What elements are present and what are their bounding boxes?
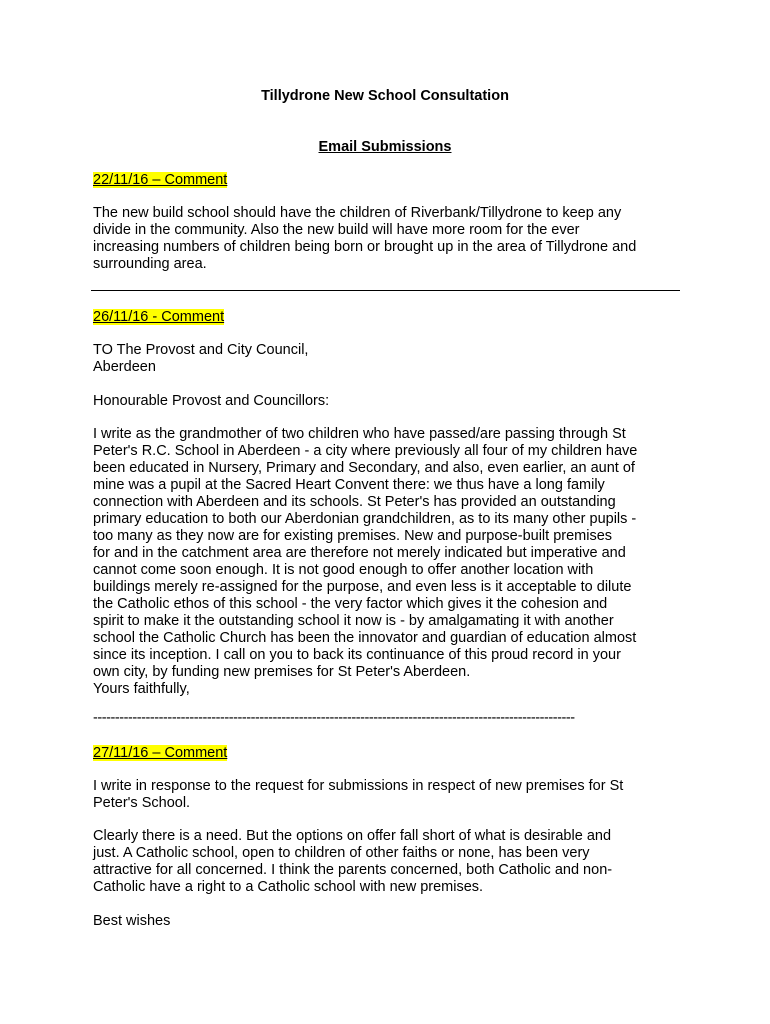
submission-1-heading [93,171,227,189]
submission-2-salutation: Honourable Provost and Councillors: [93,393,330,409]
submission-3-date-label: 27/11/16 – Comment [93,745,228,761]
submission-3-body-2: Clearly there is a need. But the options on offer fall short of what is desirable and just. A Catholic school, open to children of other faiths or none, has been very attractive for all concerned. I think the parents concerned, both Catholic and non- Catholic have a right to a Catholic school with new premises. [93,828,613,895]
submission-2-address: TO The Provost and City Council, Aberdeen [93,342,309,375]
submission-2-date-label: 26/11/16 - Comment [93,309,225,325]
submission-3-heading [93,744,227,762]
submission-2-dashed-separator: -------------------------------------------------------------------------------------------------------------- [93,710,575,726]
submission-1-date-label: 22/11/16 – Comment [93,172,228,188]
document-subtitle: Email Submissions [318,139,452,155]
document-title: Tillydrone New School Consultation [261,88,509,104]
submission-1-body: The new build school should have the children of Riverbank/Tillydrone to keep any divide in the community. Also the new build will have more room for the ever increasing numbers of children being born or brought up in the area of Tillydrone and surrounding area. [93,205,637,272]
submission-3-signoff: Best wishes [93,913,171,929]
submission-2-body: I write as the grandmother of two children who have passed/are passing through St Peter's R.C. School in Aberdeen - a city where previously all four of my children have been educated in Nursery, Primary and Secondary, and also, even earlier, an aunt of mine was a pupil at the Sacred Heart Convent there: we thus have a long family connection with Aberdeen and its schools. St Peter's has provided an outstanding primary education to both our Aberdonian grandchildren, as to its many other pupils - too many as they now are for existing premises. New and purpose-built premises for and in the catchment area are therefore not merely indicated but imperative and cannot come soon enough. It is not good enough to offer another location with buildings merely re-assigned for the purpose, and even less is it acceptable to dilute the Catholic ethos of this school - the very factor which gives it the cohesion and spirit to make it the outstanding school it now is - by amalgamating it with another school the Catholic Church has been the innovator and guardian of education almost since its inception. I call on you to back its continuance of this proud record in your own city, by funding new premises for St Peter's Aberdeen. Yours faithfully, [93,426,638,697]
submission-3-body: I write in response to the request for submissions in respect of new premises for St Peter's School. [93,778,624,811]
section-divider-line [91,290,680,291]
submission-2-heading [93,308,224,326]
